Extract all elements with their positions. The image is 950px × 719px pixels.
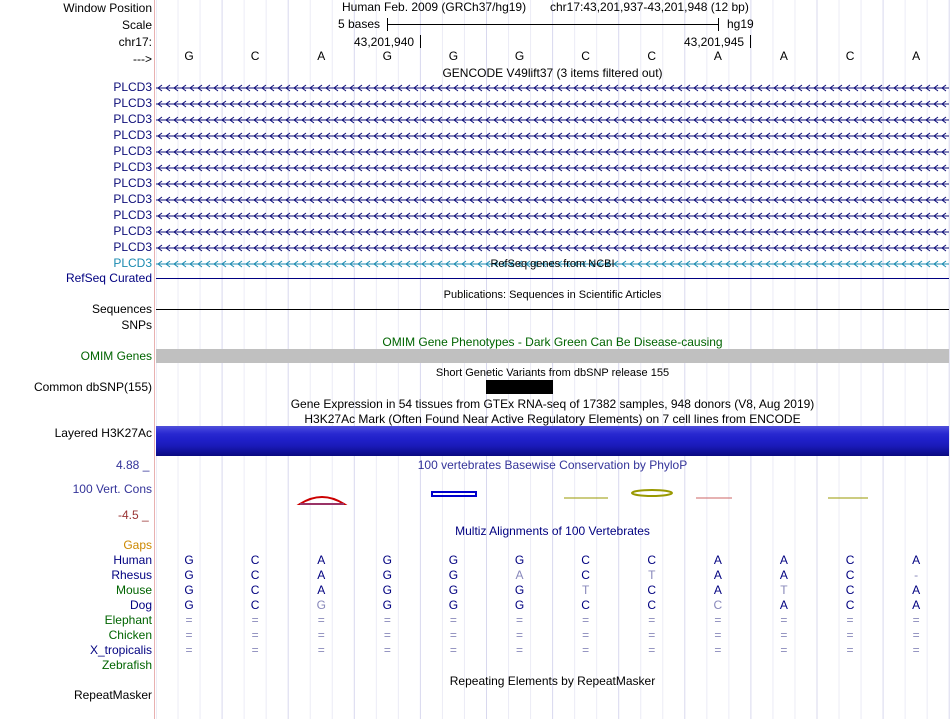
multiz-base: = bbox=[317, 613, 325, 627]
multiz-base: = bbox=[780, 628, 788, 642]
multiz-base: = bbox=[317, 643, 325, 657]
multiz-base: G bbox=[448, 553, 459, 567]
gencode-transcript[interactable] bbox=[156, 115, 949, 125]
gencode-gene-label[interactable]: PLCD3 bbox=[113, 224, 152, 238]
multiz-species-label[interactable]: Elephant bbox=[104, 613, 152, 627]
multiz-base: = bbox=[516, 643, 524, 657]
gencode-transcript[interactable] bbox=[156, 163, 949, 173]
cons-label[interactable]: 100 Vert. Cons bbox=[72, 482, 152, 496]
multiz-base: A bbox=[779, 598, 788, 612]
scale-db: hg19 bbox=[727, 17, 754, 31]
h3k27ac-label[interactable]: Layered H3K27Ac bbox=[54, 426, 152, 440]
gaps-label[interactable]: Gaps bbox=[123, 538, 152, 552]
multiz-base: A bbox=[779, 553, 788, 567]
multiz-base: = bbox=[383, 643, 391, 657]
gencode-gene-label[interactable]: PLCD3 bbox=[113, 192, 152, 206]
multiz-base: G bbox=[448, 583, 459, 597]
multiz-base: C bbox=[845, 553, 855, 567]
multiz-base: = bbox=[714, 613, 722, 627]
gencode-gene-label[interactable]: PLCD3 bbox=[113, 128, 152, 142]
gencode-transcript[interactable] bbox=[156, 99, 949, 109]
chrom-label: chr17: bbox=[118, 35, 152, 49]
h3k27ac-signal[interactable] bbox=[156, 426, 949, 456]
multiz-base: = bbox=[251, 643, 259, 657]
multiz-title[interactable]: Multiz Alignments of 100 Vertebrates bbox=[455, 524, 650, 538]
multiz-base: A bbox=[713, 553, 722, 567]
multiz-base: C bbox=[250, 583, 260, 597]
cons-title[interactable]: 100 vertebrates Basewise Conservation by PhyloP bbox=[417, 458, 688, 472]
multiz-base: = bbox=[582, 613, 590, 627]
multiz-base: C bbox=[647, 598, 657, 612]
multiz-species-label[interactable]: Chicken bbox=[108, 628, 152, 642]
multiz-base: C bbox=[845, 583, 855, 597]
multiz-base: C bbox=[581, 598, 590, 612]
multiz-base: G bbox=[382, 553, 393, 567]
multiz-species-label[interactable]: Zebrafish bbox=[101, 658, 152, 672]
coord-1-tick bbox=[420, 35, 421, 48]
coord-1: 43,201,940 bbox=[354, 35, 415, 49]
multiz-base: = bbox=[449, 628, 457, 642]
multiz-base: A bbox=[317, 553, 326, 567]
multiz-base: C bbox=[647, 583, 657, 597]
multiz-base: = bbox=[648, 643, 656, 657]
multiz-base: A bbox=[912, 598, 921, 612]
publications-line[interactable] bbox=[156, 309, 949, 310]
dbsnp-title[interactable]: Short Genetic Variants from dbSNP release 155 bbox=[435, 367, 670, 379]
scale-bar bbox=[387, 24, 718, 25]
multiz-base: = bbox=[912, 643, 920, 657]
multiz-base: = bbox=[582, 628, 590, 642]
multiz-base: - bbox=[914, 568, 919, 582]
multiz-base: G bbox=[316, 598, 326, 612]
gencode-gene-label[interactable]: PLCD3 bbox=[113, 160, 152, 174]
gencode-transcript[interactable] bbox=[156, 147, 949, 157]
multiz-base: = bbox=[648, 628, 656, 642]
gencode-transcript[interactable] bbox=[156, 131, 949, 141]
multiz-base: = bbox=[516, 628, 524, 642]
scale-text: 5 bases bbox=[338, 17, 381, 31]
multiz-base: G bbox=[514, 598, 525, 612]
cons-plot[interactable] bbox=[156, 484, 949, 510]
multiz-base: A bbox=[912, 583, 921, 597]
multiz-species-label[interactable]: Dog bbox=[129, 598, 152, 612]
multiz-base: = bbox=[185, 643, 193, 657]
snps-label[interactable]: SNPs bbox=[121, 318, 152, 332]
coord-2: 43,201,945 bbox=[684, 35, 745, 49]
multiz-base: A bbox=[713, 568, 722, 582]
assembly-label: Human Feb. 2009 (GRCh37/hg19) bbox=[342, 0, 527, 14]
multiz-species-label[interactable]: Human bbox=[113, 553, 152, 567]
multiz-base: = bbox=[714, 643, 722, 657]
cons-max-label: 4.88 _ bbox=[116, 458, 150, 472]
position-readout: chr17:43,201,937-43,201,948 (12 bp) bbox=[550, 0, 749, 14]
multiz-base: A bbox=[779, 568, 788, 582]
multiz-base: = bbox=[714, 628, 722, 642]
multiz-base: = bbox=[780, 643, 788, 657]
scale-bar-right-tick bbox=[718, 18, 719, 31]
ruler-base: G bbox=[514, 49, 525, 63]
multiz-base: = bbox=[317, 628, 325, 642]
multiz-base: = bbox=[846, 613, 854, 627]
multiz-base: G bbox=[382, 568, 393, 582]
multiz-base: = bbox=[780, 613, 788, 627]
gencode-gene-label[interactable]: PLCD3 bbox=[113, 144, 152, 158]
multiz-base: C bbox=[581, 553, 590, 567]
multiz-base: G bbox=[382, 583, 393, 597]
refseq-line[interactable] bbox=[156, 278, 949, 279]
coord-2-tick bbox=[750, 35, 751, 48]
multiz-base: G bbox=[514, 553, 525, 567]
multiz-base: T bbox=[648, 568, 656, 582]
cons-glyph bbox=[432, 492, 476, 496]
gencode-gene-label[interactable]: PLCD3 bbox=[113, 240, 152, 254]
multiz-base: A bbox=[515, 568, 524, 582]
multiz-base: = bbox=[516, 613, 524, 627]
multiz-base: T bbox=[780, 583, 788, 597]
ruler-base: C bbox=[845, 49, 855, 63]
h3k27ac-title[interactable]: H3K27Ac Mark (Often Found Near Active Regulatory Elements) on 7 cell lines from ENCODE bbox=[304, 412, 801, 426]
ruler-base: G bbox=[382, 49, 393, 63]
ruler-base: G bbox=[448, 49, 459, 63]
multiz-base: = bbox=[251, 613, 259, 627]
multiz-base: G bbox=[448, 598, 459, 612]
multiz-base: G bbox=[184, 553, 194, 567]
gencode-gene-label[interactable]: PLCD3 bbox=[113, 256, 152, 270]
multiz-species-label[interactable]: X_tropicalis bbox=[89, 643, 152, 657]
multiz-base: C bbox=[647, 553, 657, 567]
gencode-transcript[interactable] bbox=[156, 227, 949, 237]
scale-label: Scale bbox=[121, 18, 152, 32]
multiz-base: = bbox=[912, 628, 920, 642]
scale-bar-left-tick bbox=[387, 18, 388, 31]
multiz-base: G bbox=[448, 568, 459, 582]
omim-bar[interactable] bbox=[156, 349, 949, 363]
multiz-base: G bbox=[184, 598, 194, 612]
ruler-base: C bbox=[647, 49, 657, 63]
gencode-gene-label[interactable]: PLCD3 bbox=[113, 96, 152, 110]
multiz-base: G bbox=[382, 598, 393, 612]
label-separator bbox=[154, 0, 155, 719]
refseq-title[interactable]: RefSeq genes from NCBI bbox=[490, 258, 615, 270]
ruler-base: C bbox=[581, 49, 590, 63]
gencode-gene-label[interactable]: PLCD3 bbox=[113, 208, 152, 222]
multiz-base: G bbox=[184, 583, 194, 597]
gencode-title[interactable]: GENCODE V49lift37 (3 items filtered out) bbox=[442, 66, 663, 80]
multiz-species-label[interactable]: Rhesus bbox=[111, 568, 152, 582]
multiz-base: C bbox=[250, 598, 260, 612]
repeatmasker-title[interactable]: Repeating Elements by RepeatMasker bbox=[449, 674, 656, 688]
dbsnp-label[interactable]: Common dbSNP(155) bbox=[33, 380, 152, 394]
multiz-base: = bbox=[648, 613, 656, 627]
multiz-species-label[interactable]: Mouse bbox=[115, 583, 152, 597]
repeatmasker-label[interactable]: RepeatMasker bbox=[73, 688, 152, 702]
dbsnp-variant[interactable] bbox=[486, 380, 553, 394]
gencode-gene-label[interactable]: PLCD3 bbox=[113, 176, 152, 190]
multiz-base: C bbox=[845, 598, 855, 612]
gencode-transcript[interactable] bbox=[156, 211, 949, 221]
multiz-base: G bbox=[184, 568, 194, 582]
publications-title[interactable]: Publications: Sequences in Scientific Articles bbox=[443, 289, 662, 301]
multiz-base: = bbox=[846, 628, 854, 642]
cons-min-label: -4.5 _ bbox=[118, 508, 149, 522]
ruler-base: G bbox=[184, 49, 194, 63]
gtex-title[interactable]: Gene Expression in 54 tissues from GTEx RNA-seq of 17382 samples, 948 donors (V8, Aug 2019) bbox=[290, 397, 815, 411]
multiz-base: G bbox=[514, 583, 525, 597]
ruler-base: A bbox=[912, 49, 921, 63]
gencode-transcript[interactable] bbox=[156, 179, 949, 189]
multiz-base: = bbox=[846, 643, 854, 657]
multiz-base: C bbox=[845, 568, 855, 582]
cons-glyph bbox=[632, 490, 672, 496]
multiz-base: = bbox=[383, 613, 391, 627]
gencode-transcript[interactable] bbox=[156, 195, 949, 205]
multiz-base: = bbox=[449, 643, 457, 657]
gencode-gene-label[interactable]: PLCD3 bbox=[113, 112, 152, 126]
window-position-label: Window Position bbox=[63, 1, 152, 15]
multiz-base: = bbox=[912, 613, 920, 627]
gencode-transcript[interactable] bbox=[156, 83, 949, 93]
multiz-base: = bbox=[185, 613, 193, 627]
multiz-base: A bbox=[317, 583, 326, 597]
ruler-base: A bbox=[317, 49, 326, 63]
multiz-base: C bbox=[581, 568, 590, 582]
multiz-base: A bbox=[912, 553, 921, 567]
gencode-transcript[interactable] bbox=[156, 243, 949, 253]
multiz-base: = bbox=[251, 628, 259, 642]
multiz-base: C bbox=[250, 568, 260, 582]
multiz-base: = bbox=[185, 628, 193, 642]
multiz-base: C bbox=[250, 553, 260, 567]
ruler-base: A bbox=[713, 49, 722, 63]
gencode-gene-label[interactable]: PLCD3 bbox=[113, 80, 152, 94]
multiz-base: C bbox=[713, 598, 723, 612]
omim-title[interactable]: OMIM Gene Phenotypes - Dark Green Can Be Disease-causing bbox=[382, 335, 723, 349]
ruler-base: A bbox=[779, 49, 788, 63]
cons-glyph bbox=[300, 497, 344, 504]
multiz-base: A bbox=[317, 568, 326, 582]
multiz-base: = bbox=[383, 628, 391, 642]
multiz-base: A bbox=[713, 583, 722, 597]
strand-label: ---> bbox=[133, 52, 152, 66]
multiz-base: = bbox=[449, 613, 457, 627]
ruler-base: C bbox=[250, 49, 260, 63]
refseq-label[interactable]: RefSeq Curated bbox=[65, 271, 152, 285]
omim-label[interactable]: OMIM Genes bbox=[80, 349, 152, 363]
publications-label[interactable]: Sequences bbox=[91, 302, 152, 316]
multiz-base: = bbox=[582, 643, 590, 657]
multiz-base: T bbox=[581, 583, 590, 597]
